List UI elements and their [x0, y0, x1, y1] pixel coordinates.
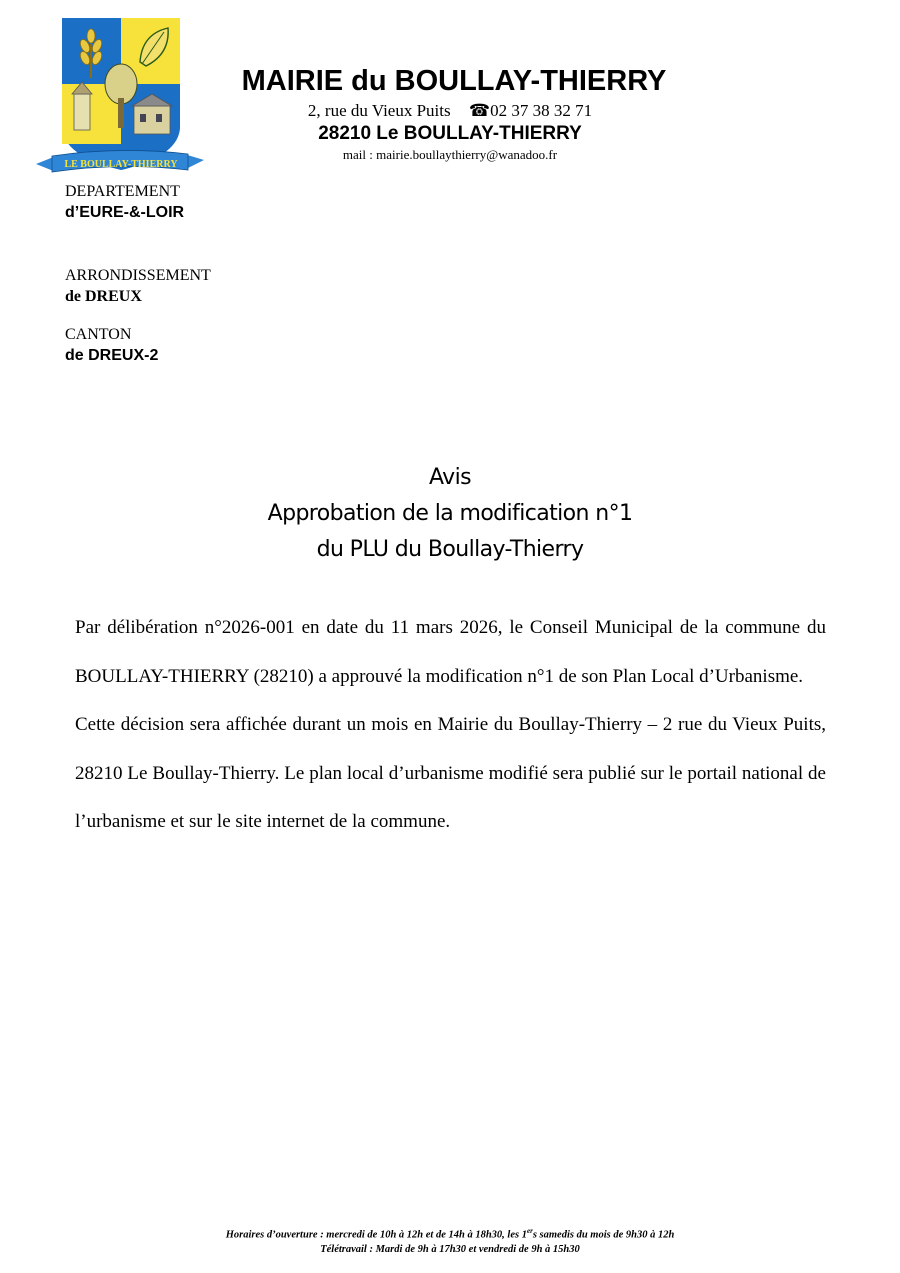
canton-label: CANTON: [65, 326, 132, 343]
arrondissement-block: [65, 265, 211, 307]
notice-title: [0, 460, 900, 568]
phone-number: ☎02 37 38 32 71: [468, 101, 593, 120]
address-line: [0, 101, 900, 121]
phone-icon: ☎: [468, 101, 491, 120]
notice-title-line3: du PLU du Boullay-Thierry: [316, 537, 584, 562]
notice-body: [75, 604, 826, 847]
city-line: 28210 Le BOULLAY-THIERRY: [318, 123, 582, 144]
footer-telework: Télétravail : Mardi de 9h à 17h30 et vendredi de 9h à 15h30: [320, 1243, 580, 1255]
arrondissement-label: ARRONDISSEMENT: [65, 267, 211, 284]
canton-value: de DREUX-2: [65, 347, 159, 364]
footer: [0, 1224, 900, 1257]
departement-value: d’EURE-&-LOIR: [65, 204, 185, 221]
footer-hours: Horaires d’ouverture : mercredi de 10h à 12h et de 14h à 18h30, les 1ers samedis du mois de 9h30 à 12h: [225, 1227, 675, 1241]
notice-title-line1: Avis: [429, 465, 471, 490]
mairie-title: MAIRIE du BOULLAY-THIERRY: [241, 65, 667, 97]
logo-banner-text: LE BOULLAY-THIERRY: [64, 159, 178, 170]
street-address: 2, rue du Vieux Puits: [307, 101, 451, 120]
canton-block: [65, 324, 158, 366]
notice-title-line2: Approbation de la modification n°1: [267, 501, 633, 526]
body-paragraph-2: Cette décision sera affichée durant un mois en Mairie du Boullay-Thierry – 2 rue du Vieux Puits, 28210 Le Boullay-Thierry. Le plan local d’urbanisme modifié sera publié sur le portail national de l’urbanisme et sur le site internet de la commune.: [75, 714, 826, 833]
departement-label: DEPARTEMENT: [65, 183, 180, 200]
arrondissement-value: de DREUX: [65, 288, 142, 305]
mail-line: mail : mairie.boullaythierry@wanadoo.fr: [342, 147, 558, 162]
departement-block: [65, 181, 184, 223]
body-paragraph-1: Par délibération n°2026-001 en date du 11 mars 2026, le Conseil Municipal de la commune du BOULLAY-THIERRY (28210) a approuvé la modification n°1 de son Plan Local d’Urbanisme.: [75, 617, 826, 687]
